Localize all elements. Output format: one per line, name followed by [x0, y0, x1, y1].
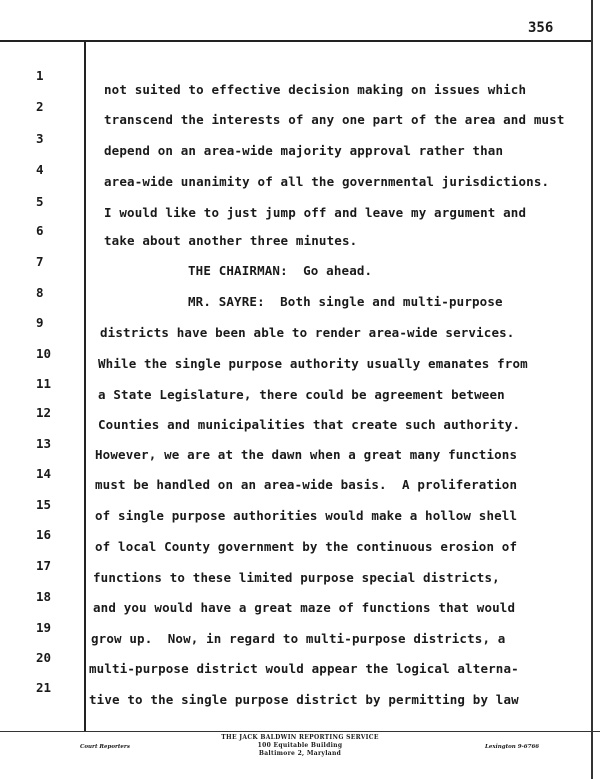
transcript-line: Counties and municipalities that create such authority. — [98, 417, 521, 432]
top-rule — [0, 40, 592, 42]
transcript-line: multi-purpose district would appear the logical alterna- — [89, 661, 519, 676]
line-number: 7 — [36, 254, 44, 269]
service-address-line2: Baltimore 2, Maryland — [258, 750, 342, 757]
left-margin-rule — [84, 41, 86, 731]
service-name: THE JACK BALDWIN REPORTING SERVICE — [221, 734, 379, 741]
transcript-line: THE CHAIRMAN: Go ahead. — [188, 263, 373, 278]
line-number: 16 — [36, 527, 52, 542]
line-number: 17 — [36, 558, 52, 573]
line-number: 3 — [36, 131, 44, 146]
line-number: 21 — [36, 680, 52, 695]
line-number: 15 — [36, 497, 52, 512]
line-number: 9 — [36, 315, 44, 330]
transcript-line: I would like to just jump off and leave my argument and — [104, 205, 527, 220]
phone-exchange-label: Lexington 9-6766 — [485, 744, 540, 750]
line-number: 18 — [36, 589, 52, 604]
line-number: 10 — [36, 346, 52, 361]
transcript-line: MR. SAYRE: Both single and multi-purpose — [188, 294, 503, 309]
transcript-line: depend on an area-wide majority approval rather than — [104, 143, 504, 158]
transcript-line: grow up. Now, in regard to multi-purpose districts, a — [91, 631, 506, 646]
line-number: 1 — [36, 68, 44, 83]
line-number: 13 — [36, 436, 52, 451]
transcript-line: of local County government by the continuous erosion of — [95, 539, 518, 554]
court-reporters-label: Court Reporters — [80, 744, 130, 750]
line-number: 2 — [36, 99, 44, 114]
transcript-line: a State Legislature, there could be agreement between — [98, 387, 505, 402]
transcript-line: area-wide unanimity of all the governmental jurisdictions. — [104, 174, 550, 189]
transcript-line: not suited to effective decision making on issues which — [104, 82, 527, 97]
line-number: 5 — [36, 194, 44, 209]
line-number: 4 — [36, 162, 44, 177]
line-number: 19 — [36, 620, 52, 635]
transcript-line: tive to the single purpose district by permitting by law — [89, 692, 519, 707]
line-number: 12 — [36, 405, 52, 420]
line-number: 11 — [36, 376, 52, 391]
transcript-line: However, we are at the dawn when a great many functions — [95, 447, 518, 462]
transcript-line: districts have been able to render area-wide services. — [100, 325, 515, 340]
line-number: 6 — [36, 223, 44, 238]
right-edge-rule — [591, 0, 593, 779]
line-number: 14 — [36, 466, 52, 481]
reporting-service-footer — [190, 734, 410, 758]
transcript-line: of single purpose authorities would make a hollow shell — [95, 508, 518, 523]
page-number: 356 — [528, 20, 554, 36]
transcript-line: functions to these limited purpose special districts, — [93, 570, 500, 585]
line-number: 8 — [36, 285, 44, 300]
transcript-line: take about another three minutes. — [104, 233, 358, 248]
service-address-line1: 100 Equitable Building — [257, 742, 343, 749]
transcript-line: and you would have a great maze of functions that would — [93, 600, 516, 615]
bottom-rule — [0, 731, 600, 732]
line-number: 20 — [36, 650, 52, 665]
transcript-line: While the single purpose authority usually emanates from — [98, 356, 528, 371]
transcript-line: transcend the interests of any one part of the area and must — [104, 112, 565, 127]
transcript-line: must be handled on an area-wide basis. A proliferation — [95, 477, 518, 492]
